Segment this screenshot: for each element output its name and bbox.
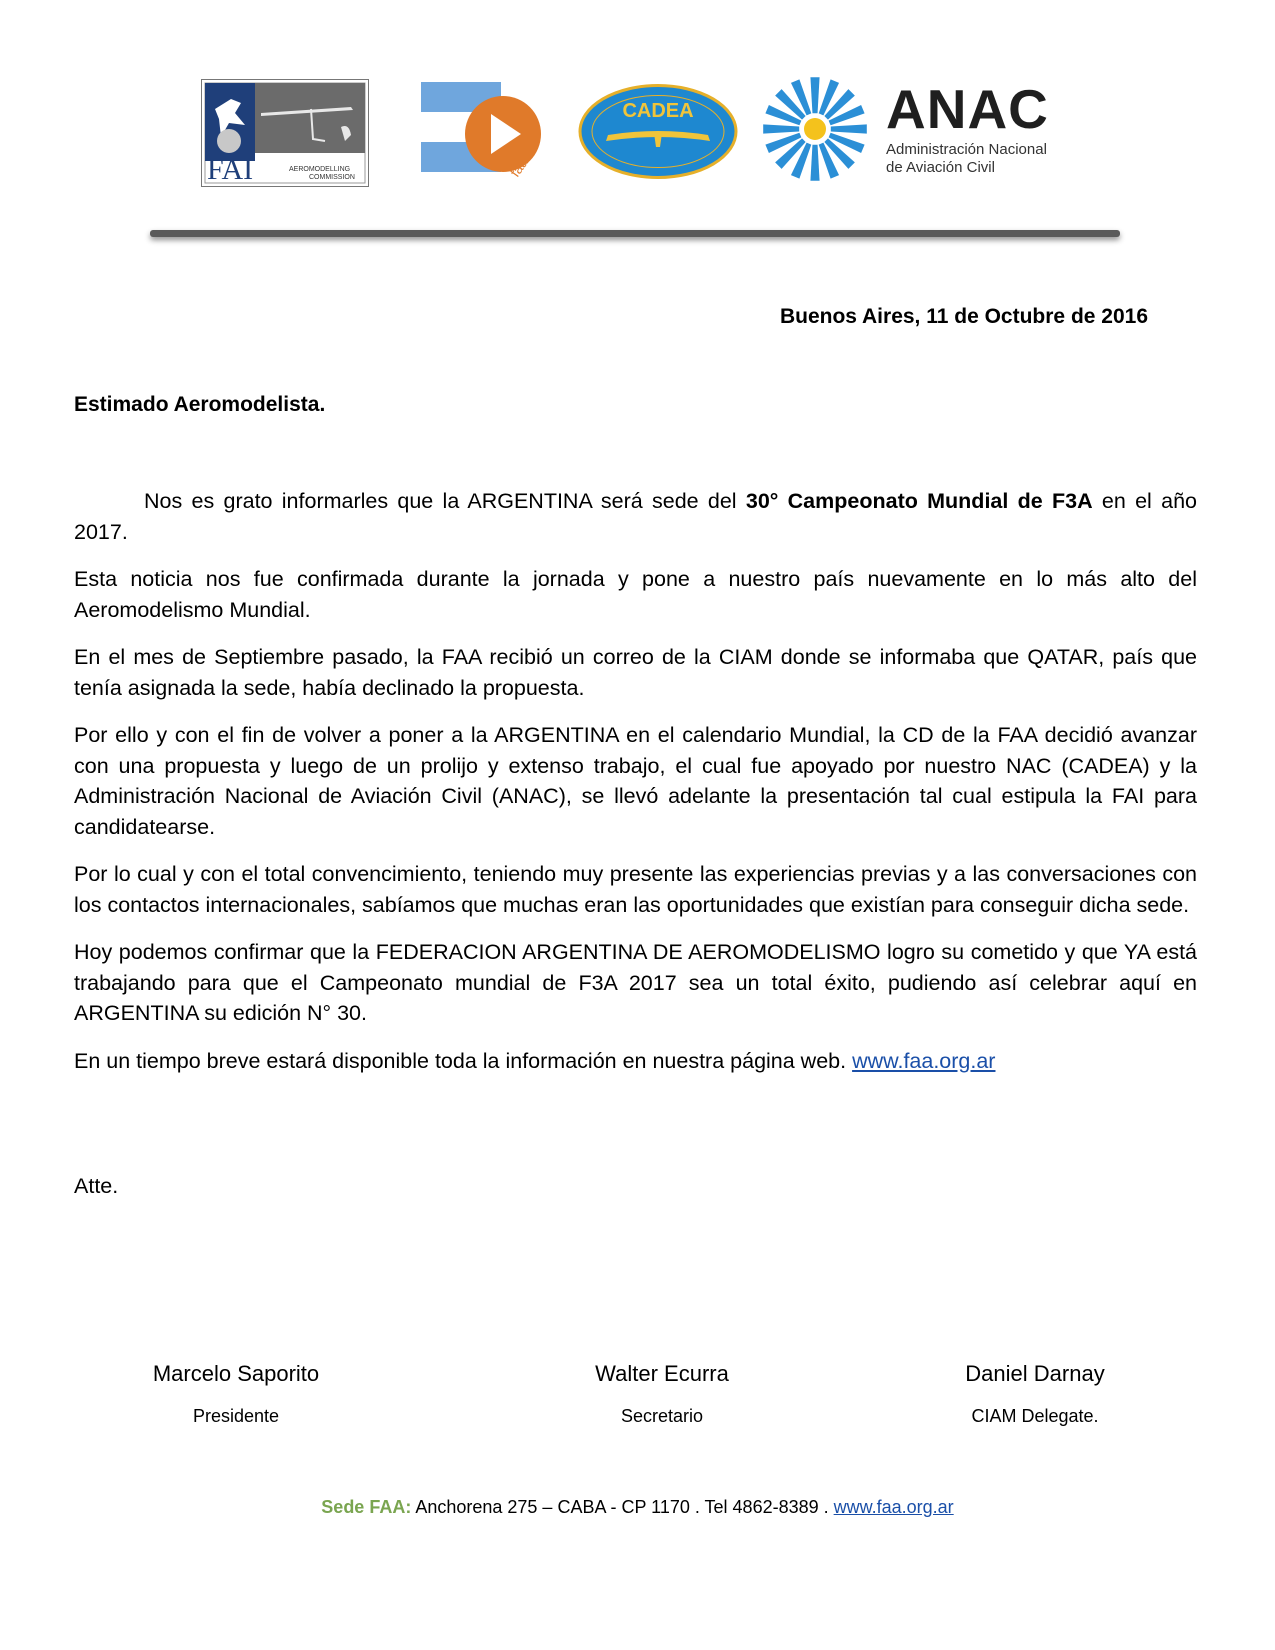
- svg-text:faa: faa: [506, 154, 531, 180]
- anac-ray: [831, 124, 867, 133]
- signature-name: Marcelo Saporito: [152, 1361, 320, 1386]
- anac-logo-title: ANAC: [886, 78, 1049, 140]
- website-link[interactable]: www.faa.org.ar: [852, 1048, 996, 1073]
- svg-text:AEROMODELLING: AEROMODELLING: [289, 166, 351, 173]
- paragraph-4: Por ello y con el fin de volver a poner a la ARGENTINA en el calendario Mundial, la CD de la FAA decidió avanzar con una propuesta y luego de un prolijo y extenso trabajo, el cual fue apoyado por nuestro NAC (CADEA) y la Administración Nacional de Aviación Civil (ANAC), se llevó adelante la presentación tal cual estipula la FAI para candidatearse.: [74, 723, 1197, 839]
- paragraph-7: En un tiempo breve estará disponible toda la información en nuestra página web. www.faa.org.ar: [74, 1048, 996, 1073]
- footer-label: Sede FAA:: [321, 1497, 412, 1517]
- letter-closing: Atte.: [74, 1174, 119, 1198]
- letter-date: Buenos Aires, 11 de Octubre de 2016: [779, 305, 1148, 328]
- footer-text: Anchorena 275 – CABA - CP 1170 . Tel 4862-8389 .: [411, 1497, 834, 1517]
- signature-role: Secretario: [620, 1406, 704, 1426]
- faa-logo: [421, 82, 547, 180]
- anac-ray: [763, 124, 799, 133]
- header-divider: [150, 230, 1120, 237]
- footer-address: [0, 1497, 1275, 1518]
- svg-text:FAI: FAI: [207, 153, 254, 186]
- championship-highlight: 30° Campeonato Mundial de F3A: [745, 489, 1093, 513]
- paragraph-2: Esta noticia nos fue confirmada durante la jornada y pone a nuestro país nuevamente en lo más alto del Aeromodelismo Mundial.: [74, 567, 1197, 622]
- signature-ciam-delegate: [885, 1360, 1185, 1427]
- paragraph-1: Nos es grato informarles que la ARGENTINA será sede del 30° Campeonato Mundial de F3A en el año 2017.: [74, 489, 1197, 544]
- anac-emblem-icon: [760, 73, 870, 186]
- cadea-logo: [578, 83, 738, 180]
- signature-president: [86, 1360, 386, 1427]
- paragraph-5: Por lo cual y con el total convencimiento, teniendo muy presente las experiencias previas y a las conversaciones con los contactos internacionales, sabíamos que muchas eran las oportunidades que existían para conseguir dicha sede.: [74, 862, 1197, 917]
- svg-text:COMMISSION: COMMISSION: [309, 174, 355, 181]
- anac-logo: [886, 78, 1086, 177]
- signature-name: Daniel Darnay: [965, 1361, 1105, 1386]
- paragraph-3: En el mes de Septiembre pasado, la FAA recibió un correo de la CIAM donde se informaba que QATAR, país que tenía asignada la sede, había declinado la propuesta.: [74, 645, 1197, 700]
- signature-secretary: [512, 1360, 812, 1427]
- signature-name: Walter Ecurra: [595, 1361, 729, 1386]
- anac-ray: [810, 77, 819, 113]
- letter-body: [74, 486, 1197, 1093]
- signature-role: Presidente: [192, 1406, 280, 1426]
- footer-website-link[interactable]: www.faa.org.ar: [833, 1497, 954, 1517]
- fai-logo: [201, 79, 369, 187]
- signature-role: CIAM Delegate.: [971, 1406, 1099, 1426]
- anac-logo-subtitle-2: de Aviación Civil: [886, 159, 995, 176]
- letter-salutation: Estimado Aeromodelista.: [74, 393, 326, 416]
- paragraph-6: Hoy podemos confirmar que la FEDERACION ARGENTINA DE AEROMODELISMO logro su cometido y que YA está trabajando para que el Campeonato mundial de F3A 2017 sea un total éxito, pudiendo así celebrar aquí en ARGENTINA su edición N° 30.: [74, 940, 1197, 1025]
- svg-text:CADEA: CADEA: [622, 100, 694, 122]
- anac-ray: [810, 145, 819, 181]
- header-logos: [0, 0, 1275, 200]
- anac-logo-subtitle-1: Administración Nacional: [886, 141, 1047, 158]
